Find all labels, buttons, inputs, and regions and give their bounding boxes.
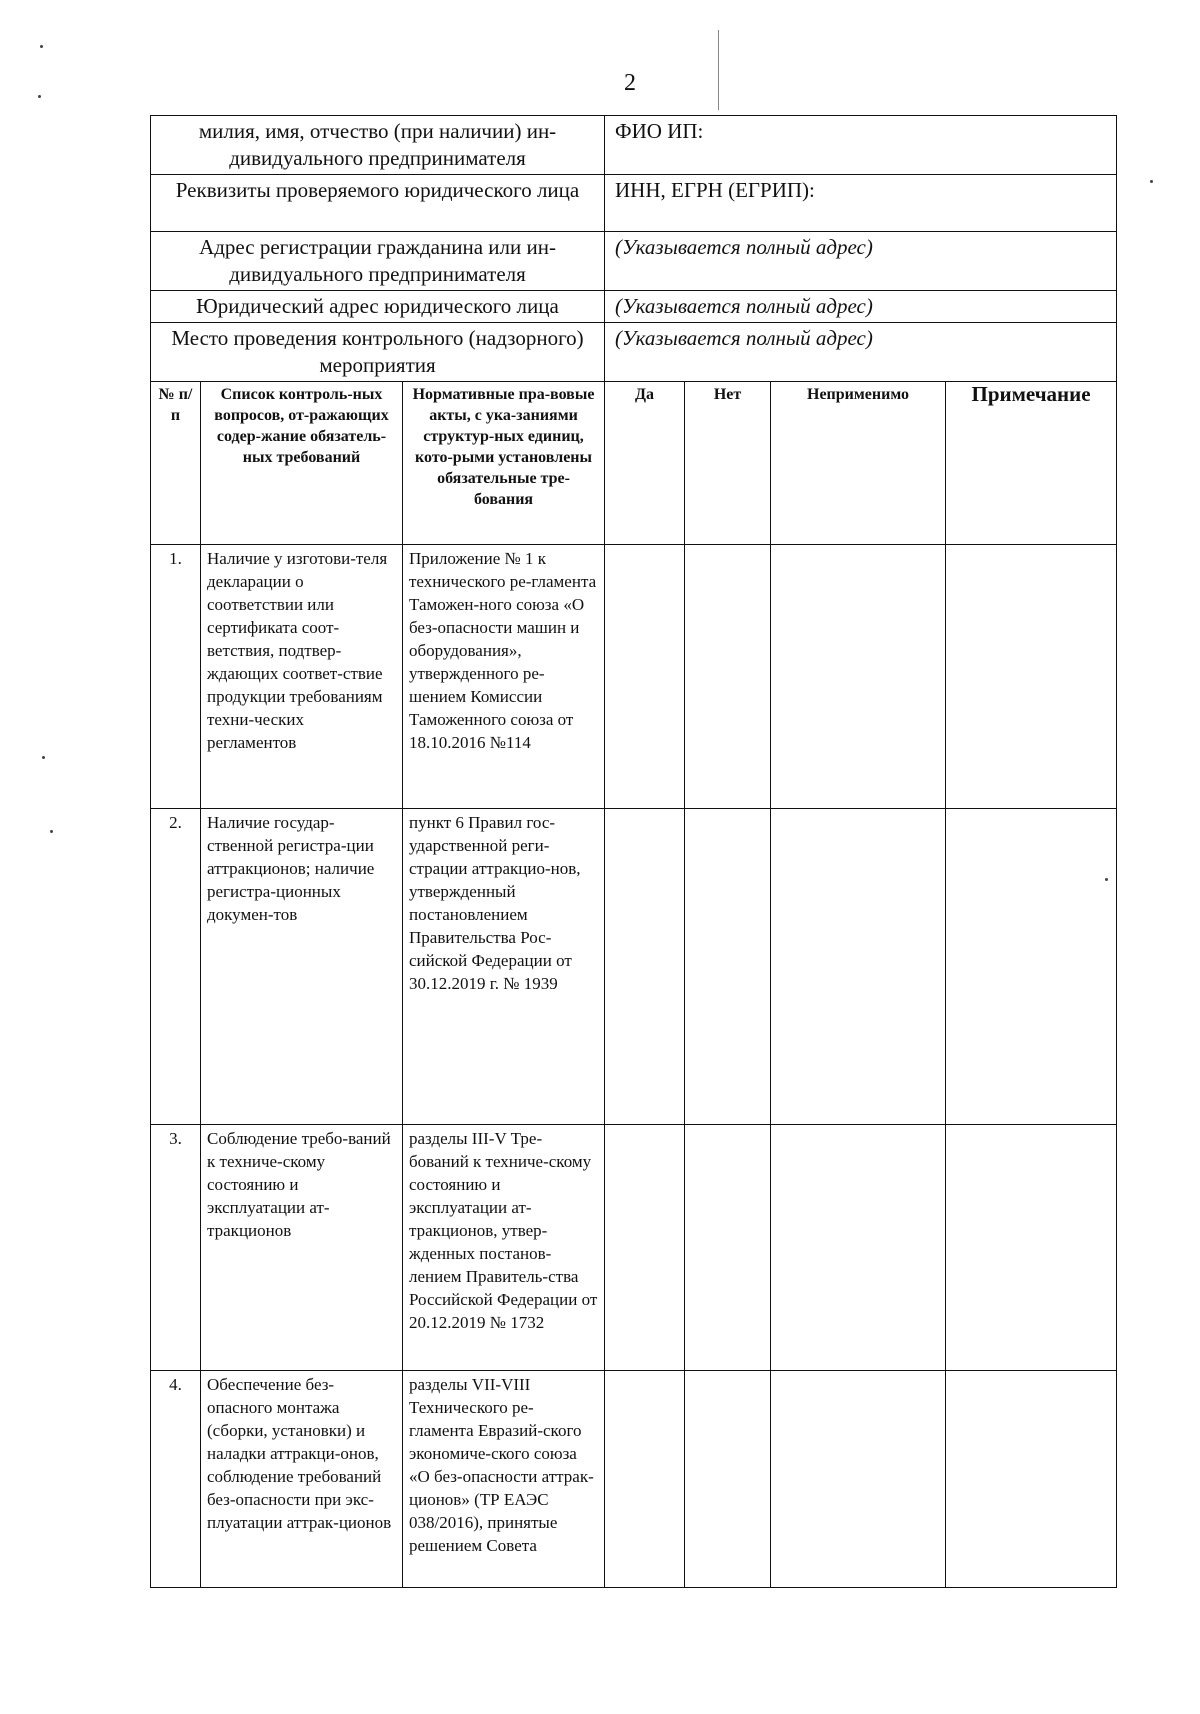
row-number: 2. (151, 809, 201, 1125)
row-number: 3. (151, 1125, 201, 1371)
scan-artifact-line (718, 30, 719, 110)
col-header-note: Примечание (946, 382, 1117, 545)
header-row-requisites (151, 175, 1117, 232)
row-acts: разделы VII-VIII Технического ре-гламента Евразий-ского экономиче-ского союза «О без-опасности аттрак-ционов» (ТР ЕАЭС 038/2016), принятые решением Совета (403, 1371, 605, 1588)
row-note-cell[interactable] (946, 1371, 1117, 1588)
col-header-yes: Да (605, 382, 685, 545)
row-question: Наличие у изготови-теля декларации о соответствии или сертификата соот-ветствия, подтвер-ждающих соответ-ствие продукции требованиям техни-ческих регламентов (201, 545, 403, 809)
col-header-num: № п/п (151, 382, 201, 545)
column-header-row (151, 382, 1117, 545)
row-no-cell[interactable] (685, 545, 771, 809)
table-row (151, 1371, 1117, 1588)
header-label: Юридический адрес юридического лица (151, 291, 605, 323)
header-label: Реквизиты проверяемого юридического лица (151, 175, 605, 232)
row-number: 4. (151, 1371, 201, 1588)
row-na-cell[interactable] (771, 1125, 946, 1371)
row-acts: Приложение № 1 к технического ре-гламента Таможен-ного союза «О без-опасности машин и оборудования», утвержденного ре-шением Комиссии Таможенного союза от 18.10.2016 №114 (403, 545, 605, 809)
header-row-inspection-place (151, 323, 1117, 382)
row-na-cell[interactable] (771, 545, 946, 809)
header-row-fio (151, 116, 1117, 175)
table-row (151, 1125, 1117, 1371)
header-label: милия, имя, отчество (при наличии) ин-дивидуального предпринимателя (151, 116, 605, 175)
scan-speck (1150, 180, 1153, 183)
row-na-cell[interactable] (771, 1371, 946, 1588)
row-question: Наличие государ-ственной регистра-ции аттракционов; наличие регистра-ционных докумен-тов (201, 809, 403, 1125)
row-question: Обеспечение без-опасного монтажа (сборки, установки) и наладки аттракци-онов, соблюдение требований без-опасности при экс-плуатации аттрак-ционов (201, 1371, 403, 1588)
header-value: (Указывается полный адрес) (605, 232, 1117, 291)
scan-speck (40, 45, 43, 48)
scan-speck (42, 756, 45, 759)
row-question: Соблюдение требо-ваний к техниче-скому состоянию и эксплуатации ат-тракционов (201, 1125, 403, 1371)
scan-speck (38, 95, 41, 98)
header-value: ФИО ИП: (605, 116, 1117, 175)
row-yes-cell[interactable] (605, 1371, 685, 1588)
row-yes-cell[interactable] (605, 809, 685, 1125)
header-label: Адрес регистрации гражданина или ин-дивидуального предпринимателя (151, 232, 605, 291)
header-row-legal-address (151, 291, 1117, 323)
header-value: (Указывается полный адрес) (605, 323, 1117, 382)
row-no-cell[interactable] (685, 809, 771, 1125)
row-yes-cell[interactable] (605, 545, 685, 809)
header-label: Место проведения контрольного (надзорного) мероприятия (151, 323, 605, 382)
col-header-question: Список контроль-ных вопросов, от-ражающих содер-жание обязатель-ных требований (201, 382, 403, 545)
header-row-registration-address (151, 232, 1117, 291)
col-header-acts: Нормативные пра-вовые акты, с ука-заниями структур-ных единиц, кото-рыми установлены обязательные тре-бования (403, 382, 605, 545)
table-row (151, 545, 1117, 809)
row-na-cell[interactable] (771, 809, 946, 1125)
row-no-cell[interactable] (685, 1371, 771, 1588)
scan-speck (50, 830, 53, 833)
row-no-cell[interactable] (685, 1125, 771, 1371)
checklist-table (150, 115, 1117, 1588)
row-number: 1. (151, 545, 201, 809)
row-acts: разделы III-V Тре-бований к техниче-скому состоянию и эксплуатации ат-тракционов, утвер-жденных постанов-лением Правитель-ства Российской Федерации от 20.12.2019 № 1732 (403, 1125, 605, 1371)
row-note-cell[interactable] (946, 809, 1117, 1125)
header-value: (Указывается полный адрес) (605, 291, 1117, 323)
row-note-cell[interactable] (946, 545, 1117, 809)
table-row (151, 809, 1117, 1125)
col-header-na: Неприменимо (771, 382, 946, 545)
header-value: ИНН, ЕГРН (ЕГРИП): (605, 175, 1117, 232)
row-acts: пункт 6 Правил гос-ударственной реги-страции аттракцио-нов, утвержденный постановлением Правительства Рос-сийской Федерации от 30.12.2019 г. № 1939 (403, 809, 605, 1125)
page-number: 2 (624, 70, 636, 96)
row-yes-cell[interactable] (605, 1125, 685, 1371)
row-note-cell[interactable] (946, 1125, 1117, 1371)
col-header-no: Нет (685, 382, 771, 545)
scan-speck (1105, 878, 1108, 881)
